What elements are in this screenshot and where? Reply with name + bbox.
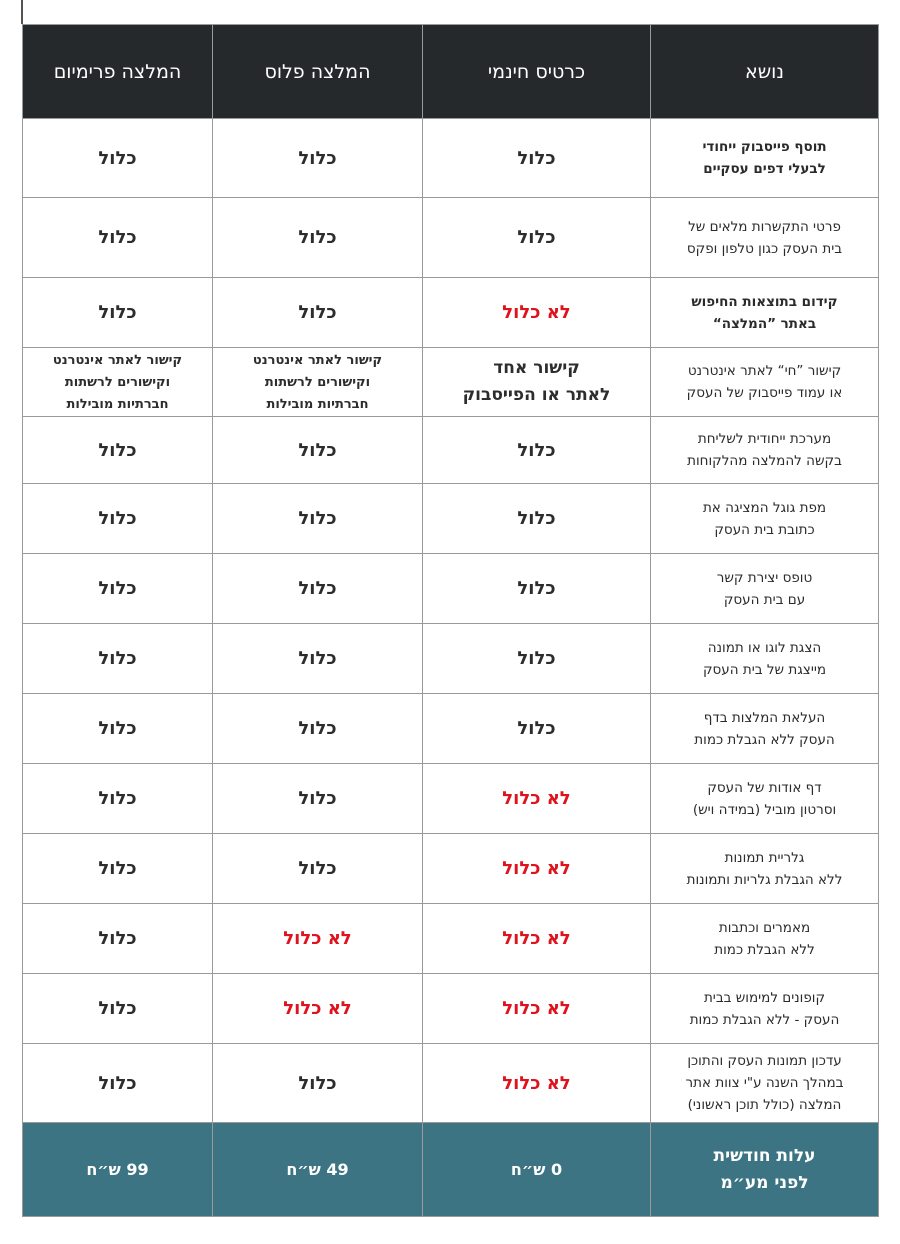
price-free-card: 0 ש״ח bbox=[423, 1123, 651, 1217]
included-value: כלול bbox=[298, 858, 337, 879]
cell-free-card bbox=[423, 554, 651, 624]
cell-free-card bbox=[423, 624, 651, 694]
cell-free-card bbox=[423, 834, 651, 904]
cell-plus-plan bbox=[213, 484, 423, 554]
included-value: כלול bbox=[98, 788, 137, 809]
table-row bbox=[23, 974, 879, 1044]
cell-premium-plan bbox=[23, 417, 213, 484]
cell-premium-plan bbox=[23, 694, 213, 764]
not-included-value: לא כלול bbox=[502, 928, 571, 949]
feature-topic: טופס יצירת קשר עם בית העסק bbox=[651, 554, 879, 624]
monthly-cost-row bbox=[23, 1123, 879, 1217]
feature-topic: דף אודות של העסק וסרטון מוביל (במידה ויש) bbox=[651, 764, 879, 834]
cell-plus-plan bbox=[213, 974, 423, 1044]
cell-free-card bbox=[423, 904, 651, 974]
cell-premium-plan bbox=[23, 554, 213, 624]
included-value: כלול bbox=[517, 227, 556, 248]
cell-free-card bbox=[423, 484, 651, 554]
plans-comparison-table bbox=[22, 24, 879, 1217]
cell-premium-plan bbox=[23, 624, 213, 694]
included-value: כלול bbox=[98, 1072, 137, 1094]
feature-topic: קישור ”חי“ לאתר אינטרנט או עמוד פייסבוק של העסק bbox=[651, 348, 879, 417]
included-value: כלול bbox=[98, 302, 137, 323]
cell-plus-plan bbox=[213, 764, 423, 834]
cell-free-card bbox=[423, 1044, 651, 1123]
included-value: כלול bbox=[298, 718, 337, 739]
cell-free-card bbox=[423, 198, 651, 278]
feature-topic: קופונים למימוש בבית העסק - ללא הגבלת כמות bbox=[651, 974, 879, 1044]
included-value: כלול bbox=[517, 648, 556, 669]
cell-plus-plan bbox=[213, 624, 423, 694]
included-value: כלול bbox=[298, 1072, 337, 1094]
included-value: כלול bbox=[98, 928, 137, 949]
included-value: כלול bbox=[298, 302, 337, 323]
table-row bbox=[23, 119, 879, 198]
cell-premium-plan bbox=[23, 1044, 213, 1123]
cell-plus-plan bbox=[213, 198, 423, 278]
included-value: כלול bbox=[98, 718, 137, 739]
table-row bbox=[23, 764, 879, 834]
included-value: כלול bbox=[98, 998, 137, 1019]
included-value: כלול bbox=[98, 147, 137, 169]
table-row bbox=[23, 554, 879, 624]
cell-premium-plan bbox=[23, 904, 213, 974]
table-row bbox=[23, 198, 879, 278]
cell-plus-plan bbox=[213, 834, 423, 904]
not-included-value: לא כלול bbox=[283, 998, 352, 1019]
included-value: כלול bbox=[298, 439, 337, 461]
included-value: כלול bbox=[517, 508, 556, 529]
feature-topic: תוסף פייסבוק ייחודי לבעלי דפים עסקיים bbox=[651, 119, 879, 198]
table-row bbox=[23, 694, 879, 764]
cell-free-card bbox=[423, 119, 651, 198]
cell-free-card bbox=[423, 348, 651, 417]
included-value: כלול bbox=[298, 227, 337, 248]
table-row bbox=[23, 484, 879, 554]
included-value: כלול bbox=[517, 439, 556, 461]
included-value: כלול bbox=[298, 788, 337, 809]
included-value: כלול bbox=[517, 578, 556, 599]
cell-premium-plan bbox=[23, 764, 213, 834]
not-included-value: לא כלול bbox=[502, 998, 571, 1019]
not-included-value: לא כלול bbox=[502, 302, 571, 323]
cell-premium-plan bbox=[23, 198, 213, 278]
feature-topic: פרטי התקשרות מלאים של בית העסק כגון טלפון ופקס bbox=[651, 198, 879, 278]
table-body bbox=[23, 119, 879, 1123]
cell-plus-plan bbox=[213, 554, 423, 624]
feature-topic: עדכון תמונות העסק והתוכן במהלך השנה ע"י צוות אתר המלצה (כולל תוכן ראשוני) bbox=[651, 1044, 879, 1123]
table-row bbox=[23, 904, 879, 974]
cell-plus-plan bbox=[213, 417, 423, 484]
included-value: כלול bbox=[517, 718, 556, 739]
table-row bbox=[23, 624, 879, 694]
included-value: כלול bbox=[98, 508, 137, 529]
cell-plus-plan bbox=[213, 348, 423, 417]
not-included-value: לא כלול bbox=[502, 858, 571, 879]
price-premium-plan: 99 ש״ח bbox=[23, 1123, 213, 1217]
cell-free-card bbox=[423, 694, 651, 764]
cell-premium-plan bbox=[23, 834, 213, 904]
header-plus-plan: המלצה פלוס bbox=[213, 25, 423, 119]
link-option-value: קישור אחד לאתר או הפייסבוק bbox=[462, 358, 611, 405]
cell-free-card bbox=[423, 417, 651, 484]
link-option-value: קישור לאתר אינטרנט וקישורים לרשתות חברתיות מובילות bbox=[52, 353, 183, 412]
table-row bbox=[23, 834, 879, 904]
cell-free-card bbox=[423, 278, 651, 348]
feature-topic: גלריית תמונות ללא הגבלת גלריות ותמונות bbox=[651, 834, 879, 904]
header-premium-plan: המלצה פרימיום bbox=[23, 25, 213, 119]
price-plus-plan: 49 ש״ח bbox=[213, 1123, 423, 1217]
included-value: כלול bbox=[98, 578, 137, 599]
cell-plus-plan bbox=[213, 1044, 423, 1123]
cell-premium-plan bbox=[23, 278, 213, 348]
cell-plus-plan bbox=[213, 694, 423, 764]
feature-topic: מערכת ייחודית לשליחת בקשה להמלצה מהלקוחות bbox=[651, 417, 879, 484]
cell-premium-plan bbox=[23, 119, 213, 198]
included-value: כלול bbox=[517, 147, 556, 169]
included-value: כלול bbox=[98, 439, 137, 461]
feature-topic: העלאת המלצות בדף העסק ללא הגבלת כמות bbox=[651, 694, 879, 764]
cell-plus-plan bbox=[213, 904, 423, 974]
header-topic: נושא bbox=[651, 25, 879, 119]
header-free-card: כרטיס חינמי bbox=[423, 25, 651, 119]
monthly-cost-label: עלות חודשית לפני מע״מ bbox=[651, 1123, 879, 1217]
cell-premium-plan bbox=[23, 484, 213, 554]
feature-topic: מאמרים וכתבות ללא הגבלת כמות bbox=[651, 904, 879, 974]
table-row bbox=[23, 278, 879, 348]
cell-plus-plan bbox=[213, 278, 423, 348]
header-row bbox=[23, 25, 879, 119]
feature-topic: הצגת לוגו או תמונה מייצגת של בית העסק bbox=[651, 624, 879, 694]
included-value: כלול bbox=[98, 227, 137, 248]
page-top-rule bbox=[21, 0, 23, 24]
not-included-value: לא כלול bbox=[502, 1072, 571, 1094]
cell-plus-plan bbox=[213, 119, 423, 198]
included-value: כלול bbox=[298, 648, 337, 669]
included-value: כלול bbox=[98, 648, 137, 669]
not-included-value: לא כלול bbox=[502, 788, 571, 809]
feature-topic: קידום בתוצאות החיפוש באתר ”המלצה“ bbox=[651, 278, 879, 348]
cell-premium-plan bbox=[23, 974, 213, 1044]
included-value: כלול bbox=[298, 147, 337, 169]
feature-topic: מפת גוגל המציגה את כתובת בית העסק bbox=[651, 484, 879, 554]
cell-free-card bbox=[423, 974, 651, 1044]
not-included-value: לא כלול bbox=[283, 928, 352, 949]
included-value: כלול bbox=[98, 858, 137, 879]
table-row bbox=[23, 1044, 879, 1123]
included-value: כלול bbox=[298, 578, 337, 599]
table-row bbox=[23, 417, 879, 484]
table-row bbox=[23, 348, 879, 417]
link-option-value: קישור לאתר אינטרנט וקישורים לרשתות חברתיות מובילות bbox=[252, 353, 383, 412]
included-value: כלול bbox=[298, 508, 337, 529]
cell-free-card bbox=[423, 764, 651, 834]
cell-premium-plan bbox=[23, 348, 213, 417]
